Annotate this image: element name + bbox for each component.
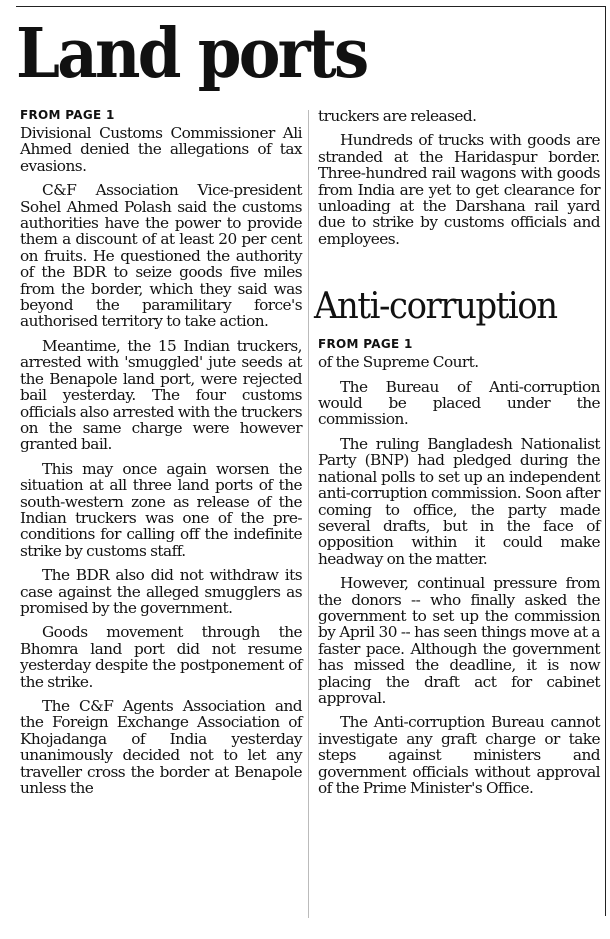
paragraph: Meantime, the 15 Indian truckers, arrested with 'smuggled' jute seeds at the Benapole land port, were rejected bail yesterday. The four customs officials also arrested with the truckers on the same charge were however granted bail. [20, 336, 302, 454]
paragraph: of the Supreme Court. [318, 353, 479, 372]
paragraph: Goods movement through the Bhomra land port did not resume yesterday despite the postponement of the strike. [20, 623, 302, 691]
column-right [314, 107, 600, 804]
jump-label-land-ports: FROM PAGE 1 [20, 108, 115, 122]
right-rule [605, 6, 606, 916]
paragraph: The Bureau of Anti-corruption would be placed under the commission. [318, 377, 600, 429]
paragraph: Hundreds of trucks with goods are stranded at the Haridaspur border. Three-hundred rail wagons with goods from India are yet to get clearance for unloading at the Darshana rail yard due to strike by customs officials and employees. [318, 131, 600, 248]
paragraph: Divisional Customs Commissioner Ali Ahmed denied the allegations of tax evasions. [20, 124, 302, 175]
top-rule [16, 6, 606, 7]
jump-label-anti-corruption: FROM PAGE 1 [318, 337, 413, 352]
paragraph: The BDR also did not withdraw its case against the alleged smugglers as promised by the government. [20, 566, 302, 617]
paragraph: truckers are released. [318, 107, 477, 125]
headline-anti-corruption: Anti-corruption [314, 286, 557, 328]
paragraph: The ruling Bangladesh Nationalist Party (BNP) had pledged during the national polls to set up an independent anti-corruption commission. Soon after coming to office, the party made several drafts, but in the face of opposition within it could make headway on the matter. [318, 434, 600, 568]
paragraph: The C&F Agents Association and the Foreign Exchange Association of Khojadanga of India yesterday unanimously decided not to let any traveller cross the border at Benapole unless the [20, 697, 302, 798]
headline-land-ports: Land ports [16, 14, 367, 94]
column-left [20, 108, 302, 804]
column-divider [308, 110, 309, 918]
paragraph: However, continual pressure from the donors -- who finally asked the government to set up the commission by April 30 -- has seen things move at a faster pace. Although the government has missed the deadline, it is now placing the draft act for cabinet approval. [318, 574, 600, 707]
paragraph: This may once again worsen the situation at all three land ports of the south-western zone as release of the Indian truckers was one of the pre-conditions for calling off the indefinite strike by customs staff. [20, 459, 302, 560]
paragraph: The Anti-corruption Bureau cannot investigate any graft charge or take steps against ministers and government officials without approval of the Prime Minister's Office. [318, 713, 600, 797]
paragraph: C&F Association Vice-president Sohel Ahmed Polash said the customs authorities have the power to provide them a discount of at least 20 per cent on fruits. He questioned the authority of the BDR to seize goods five miles from the border, which they said was beyond the paramilitary force's authorised territory to take action. [20, 181, 302, 331]
